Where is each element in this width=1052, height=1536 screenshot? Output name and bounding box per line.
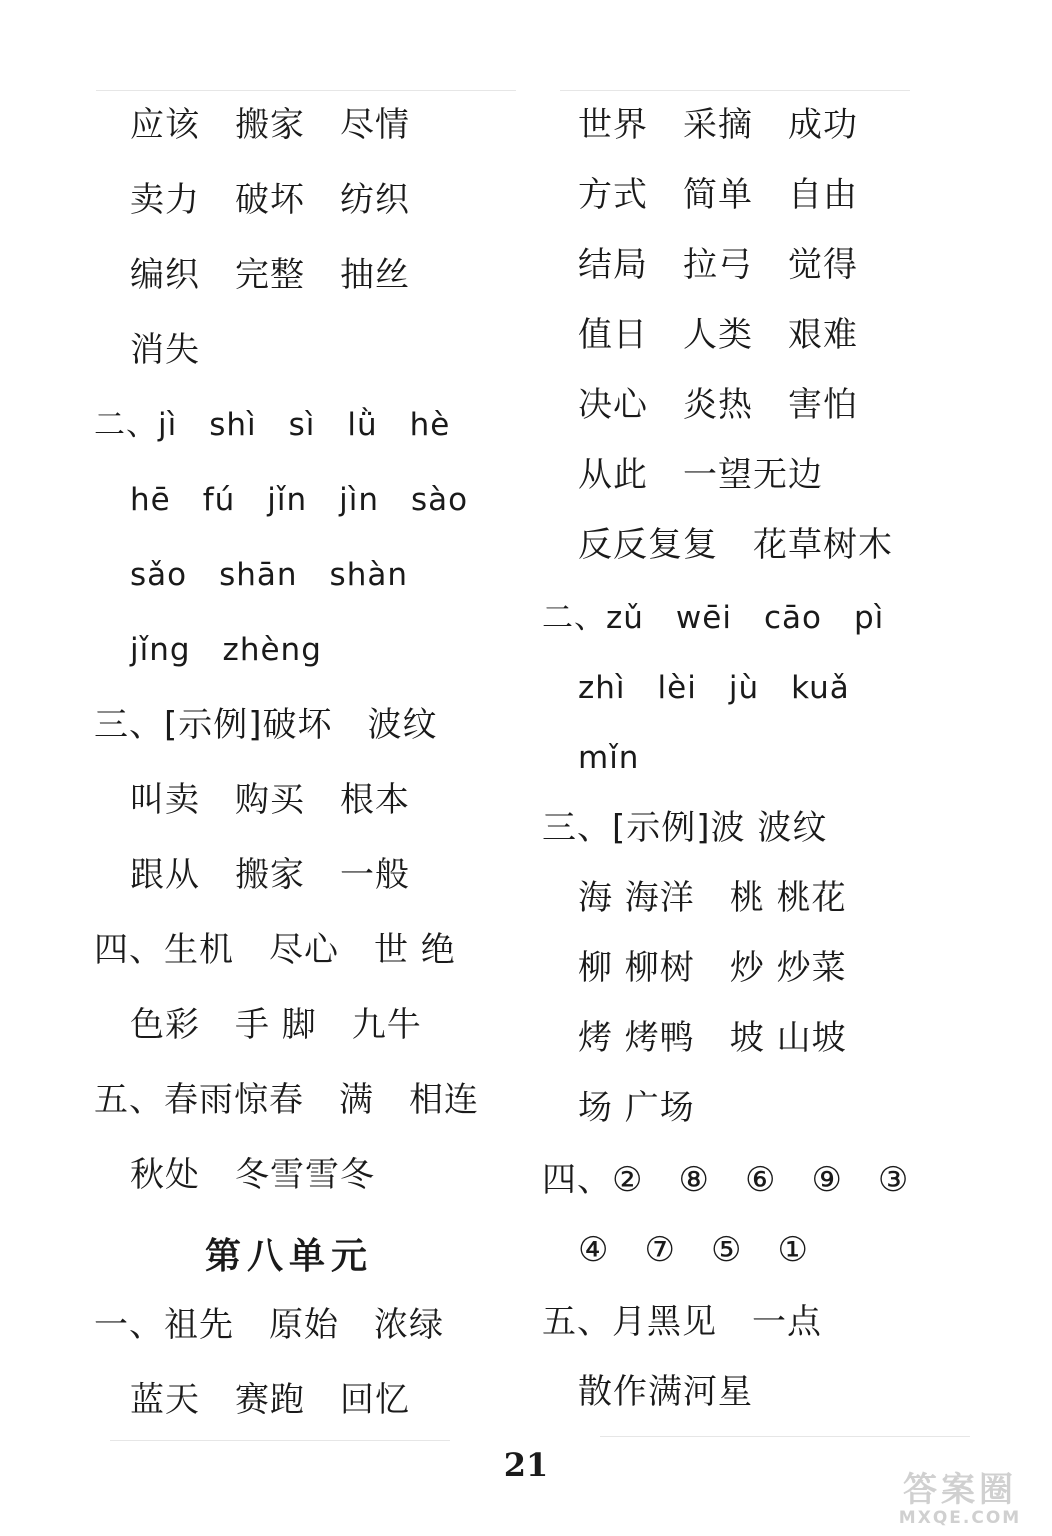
answer-line: jǐng zhèng xyxy=(130,632,322,668)
answer-line: 反反复复 花草树木 xyxy=(578,525,893,565)
answer-line: 结局 拉弓 觉得 xyxy=(578,245,858,285)
watermark-title: 答案圈 xyxy=(903,1470,1017,1510)
answer-line: 三、[示例]波 波纹 xyxy=(542,808,828,848)
watermark-domain: MXQE.COM xyxy=(898,1508,1022,1528)
page-number: 21 xyxy=(503,1446,549,1484)
answer-line: 蓝天 赛跑 回忆 xyxy=(130,1380,410,1420)
answer-line: 应该 搬家 尽情 xyxy=(130,105,410,145)
answer-line: 跟从 搬家 一般 xyxy=(130,855,410,895)
top-rule-right xyxy=(560,90,910,91)
answer-line: ④ ⑦ ⑤ ① xyxy=(578,1230,809,1270)
answer-line: zhì lèi jù kuǎ xyxy=(578,670,850,706)
watermark-logo xyxy=(876,1470,1044,1530)
answer-line: 秋处 冬雪雪冬 xyxy=(130,1155,375,1195)
answer-line: 四、生机 尽心 世 绝 xyxy=(94,930,456,970)
answer-line: 柳 柳树 炒 炒菜 xyxy=(578,948,847,988)
answer-line: 消失 xyxy=(130,330,200,370)
top-rule-left xyxy=(96,90,516,91)
answer-line: 四、② ⑧ ⑥ ⑨ ③ xyxy=(542,1160,910,1200)
answer-line: 海 海洋 桃 桃花 xyxy=(578,878,847,918)
answer-line: 方式 简单 自由 xyxy=(578,175,858,215)
answer-line: 色彩 手 脚 九牛 xyxy=(130,1005,422,1045)
answer-line: 五、月黑见 一点 xyxy=(542,1302,822,1342)
answer-line: 叫卖 购买 根本 xyxy=(130,780,410,820)
answer-line: 值日 人类 艰难 xyxy=(578,315,858,355)
answer-line: 场 广场 xyxy=(578,1088,695,1128)
answer-line: 一、祖先 原始 浓绿 xyxy=(94,1305,444,1345)
answer-line: 烤 烤鸭 坡 山坡 xyxy=(578,1018,847,1058)
answer-line: 从此 一望无边 xyxy=(578,455,823,495)
answer-line: sǎo shān shàn xyxy=(130,557,408,593)
answer-line: hē fú jǐn jìn sào xyxy=(130,482,469,518)
answer-line: 二、jì shì sì lǜ hè xyxy=(94,407,451,443)
answer-line: 决心 炎热 害怕 xyxy=(578,385,858,425)
answer-line: 三、[示例]破坏 波纹 xyxy=(94,705,438,745)
answer-line: 卖力 破坏 纺织 xyxy=(130,180,410,220)
unit-heading: 第八单元 xyxy=(205,1236,374,1277)
answer-line: 世界 采摘 成功 xyxy=(578,105,858,145)
bottom-rule-left xyxy=(110,1440,450,1441)
bottom-rule-right xyxy=(600,1436,970,1437)
answer-line: 散作满河星 xyxy=(578,1372,753,1412)
answer-line: 五、春雨惊春 满 相连 xyxy=(94,1080,479,1120)
answer-line: mǐn xyxy=(578,740,640,776)
answer-line: 二、zǔ wēi cāo pì xyxy=(542,600,885,636)
answer-line: 编织 完整 抽丝 xyxy=(130,255,410,295)
